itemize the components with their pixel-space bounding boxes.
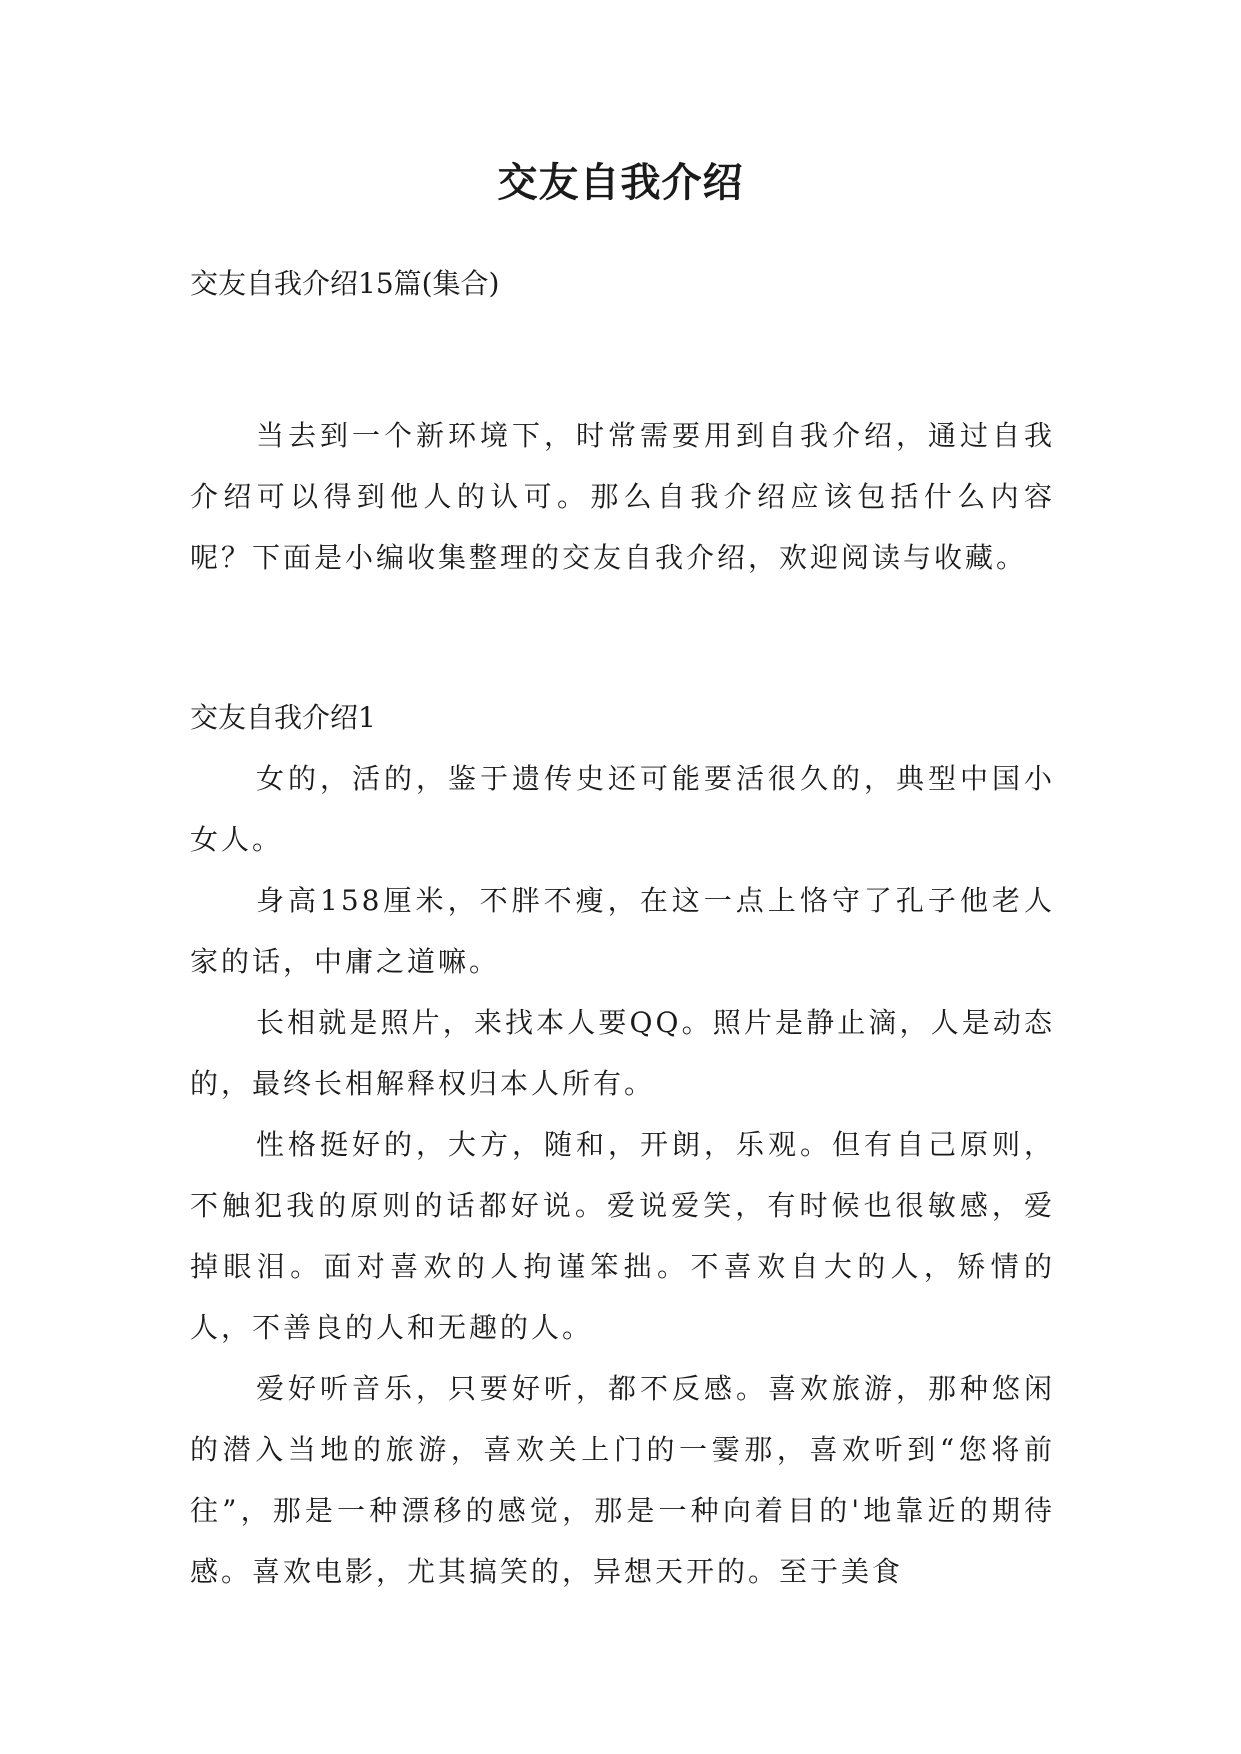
paragraph-1: 女的，活的，鉴于遗传史还可能要活很久的，典型中国小女人。 — [190, 762, 1055, 856]
paragraph-5: 爱好听音乐，只要好听，都不反感。喜欢旅游，那种悠闲的潜入当地的旅游，喜欢关上门的一霎那，喜欢听到“您将前往”，那是一种漂移的感觉，那是一种向着目的'地靠近的期待感。喜欢电影，尤其搞笑的，异想天开的。至于美食 — [190, 1372, 1055, 1588]
intro-paragraph: 当去到一个新环境下，时常需要用到自我介绍，通过自我介绍可以得到他人的认可。那么自我介绍应该包括什么内容呢？下面是小编收集整理的交友自我介绍，欢迎阅读与收藏。 — [190, 419, 1055, 574]
paragraph-4: 性格挺好的，大方，随和，开朗，乐观。但有自己原则，不触犯我的原则的话都好说。爱说爱笑，有时候也很敏感，爱掉眼泪。面对喜欢的人拘谨笨拙。不喜欢自大的人，矫情的人，不善良的人和无趣的人。 — [190, 1128, 1055, 1344]
paragraph-2: 身高158厘米，不胖不瘦，在这一点上恪守了孔子他老人家的话，中庸之道嘛。 — [190, 884, 1055, 978]
document-subtitle: 交友自我介绍15篇(集合) — [190, 267, 500, 300]
intro-block — [190, 405, 1055, 588]
paragraph-3: 长相就是照片，来找本人要QQ。照片是静止滴，人是动态的，最终长相解释权归本人所有。 — [190, 1006, 1055, 1100]
section-body — [190, 748, 1055, 1602]
section-heading: 交友自我介绍1 — [190, 701, 376, 734]
document-title: 交友自我介绍 — [497, 159, 744, 206]
